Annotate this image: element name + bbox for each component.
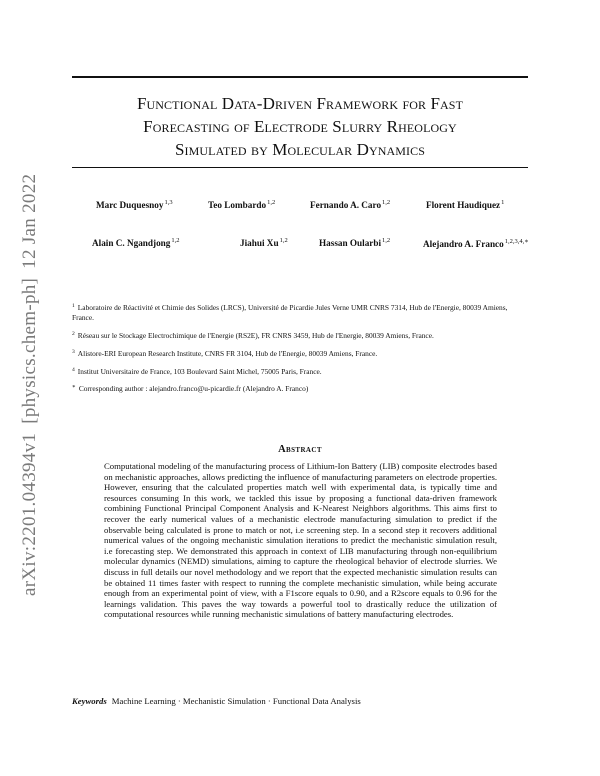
author bbox=[92, 237, 180, 248]
author bbox=[310, 199, 390, 210]
author-affiliation-marks: 1,2 bbox=[171, 237, 180, 244]
keywords bbox=[72, 696, 528, 706]
affiliation-mark: ∗ bbox=[72, 384, 76, 391]
affiliation bbox=[72, 365, 528, 377]
author-affiliation-marks: 1 bbox=[501, 199, 505, 206]
arxiv-stamp bbox=[19, 165, 41, 596]
author-name: Hassan Oularbi bbox=[319, 238, 382, 248]
author-name: Teo Lombardo bbox=[208, 200, 267, 210]
author bbox=[423, 237, 529, 249]
arxiv-date: 12 Jan 2022 bbox=[19, 173, 40, 269]
author-name: Florent Haudiquez bbox=[426, 200, 501, 210]
author bbox=[240, 237, 288, 248]
author-name: Alain C. Ngandjong bbox=[92, 238, 171, 248]
author-name: Marc Duquesnoy bbox=[96, 200, 164, 210]
affiliation-mark: 2 bbox=[72, 331, 75, 337]
affiliation-text: Réseau sur le Stockage Electrochimique de l'Energie (RS2E), FR CNRS 3459, Hub de l'Energie, 80039 Amiens, France. bbox=[77, 331, 434, 340]
affiliation bbox=[72, 301, 528, 323]
keywords-list: Machine Learning · Mechanistic Simulation · Functional Data Analysis bbox=[111, 696, 361, 706]
affiliation-text: Corresponding author : alejandro.franco@u-picardie.fr (Alejandro A. Franco) bbox=[78, 384, 309, 394]
title-rule-bottom bbox=[72, 167, 528, 168]
author-affiliation-marks: 1,2 bbox=[267, 199, 276, 206]
affiliations bbox=[72, 301, 528, 400]
title-line: Functional Data-Driven Framework for Fast bbox=[136, 94, 464, 113]
author-affiliation-marks: 1,3 bbox=[164, 199, 173, 206]
affiliation bbox=[72, 347, 528, 359]
keywords-label: Keywords bbox=[72, 696, 107, 706]
abstract-body: Computational modeling of the manufacturing process of Lithium-Ion Battery (LIB) composite electrodes based on mechanistic approaches, allows predicting the influence of manufacturing parameters on electrode properties. However, ensuring that the calculated properties match well with experimental data, is typically time and resources consuming In this work, we tackled this issue by proposing a functional data-driven framework combining Functional Principal Component Analysis and K-Nearest Neighbors algorithms. This aims first to recover the early numerical values of a mechanistic electrode manufacturing simulation to predict if the observable being calculated is prone to match or not, i.e screening step. In a second step it recovers additional numerical values of the ongoing mechanistic simulation iterations to predict the mechanistic simulation result, i.e forecasting step. We demonstrated this approach in context of LIB manufacturing through non-equilibrium molecular dynamics (NEMD) simulations, aiming to capture the rheological behavior of electrode slurries. We discuss in full details our novel methodology and we report that the expected mechanistic simulation results can be obtained 11 times faster with respect to running the complete mechanistic simulation, while being accurate enough from an experimental point of view, with a F1score equals to 0.90, and a R2score equals to 0.96 for the learnings validation. This paves the way towards a powerful tool to drastically reduce the utilization of computational resources while running mechanistic simulations of battery manufacturing electrodes. bbox=[104, 461, 497, 620]
title-line: Simulated by Molecular Dynamics bbox=[174, 140, 426, 159]
author-affiliation-marks: 1,2,3,4,∗ bbox=[504, 238, 529, 245]
affiliation-mark: 3 bbox=[72, 348, 75, 355]
affiliation-mark: 4 bbox=[72, 366, 75, 373]
author-affiliation-marks: 1,2 bbox=[382, 199, 391, 206]
author-name: Fernando A. Caro bbox=[310, 200, 382, 210]
author-affiliation-marks: 1,2 bbox=[279, 237, 288, 244]
arxiv-id: arXiv:2201.04394v1 bbox=[19, 432, 40, 596]
author bbox=[319, 237, 390, 248]
paper-title bbox=[72, 92, 528, 161]
author-name: Alejandro A. Franco bbox=[423, 239, 504, 249]
author bbox=[208, 199, 275, 210]
author-name: Jiahui Xu bbox=[240, 238, 279, 248]
affiliation-text: Alistore-ERI European Research Institute, CNRS FR 3104, Hub de l'Energie, 80039 Amiens, France. bbox=[77, 348, 378, 358]
author bbox=[426, 199, 504, 210]
affiliation-mark: 1 bbox=[72, 303, 75, 309]
title-rule-top bbox=[72, 76, 528, 78]
affiliation-text: Laboratoire de Réactivité et Chimie des Solides (LRCS), Université de Picardie Jules Verne UMR CNRS 7314, Hub de l'Energie, 80039 Amiens, France. bbox=[72, 303, 508, 323]
title-line: Forecasting of Electrode Slurry Rheology bbox=[143, 117, 457, 136]
affiliation bbox=[72, 329, 528, 341]
affiliation bbox=[72, 382, 528, 394]
affiliation-text: Institut Universitaire de France, 103 Boulevard Saint Michel, 75005 Paris, France. bbox=[77, 366, 322, 376]
arxiv-category: [physics.chem-ph] bbox=[19, 277, 40, 424]
author bbox=[96, 199, 173, 210]
author-affiliation-marks: 1,2 bbox=[382, 237, 391, 244]
abstract-heading: Abstract bbox=[278, 444, 322, 455]
